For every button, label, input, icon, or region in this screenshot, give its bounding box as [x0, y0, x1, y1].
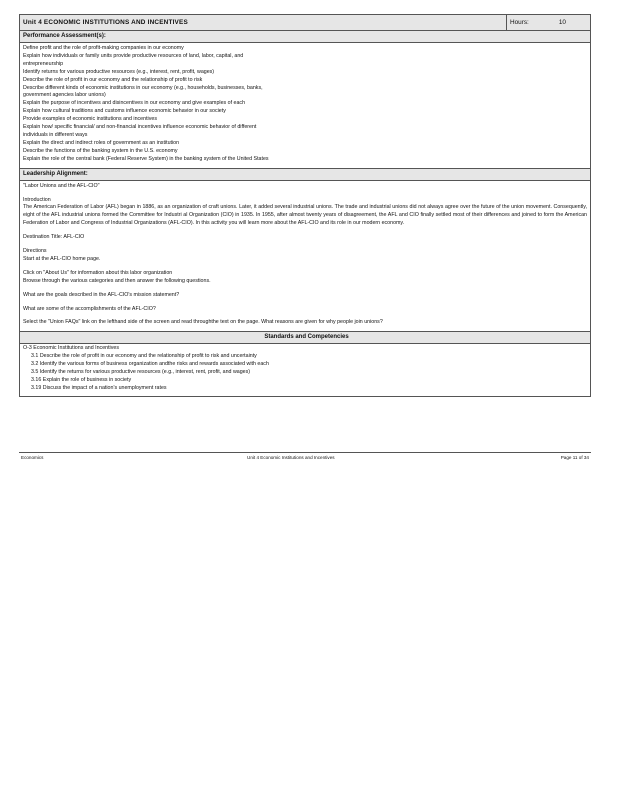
unit-header-row	[20, 15, 590, 31]
document-page	[19, 14, 591, 397]
hours-cell	[506, 15, 590, 30]
standard-item: 3.19 Discuss the impact of a nation's unemployment rates	[31, 384, 167, 391]
performance-item: government agencies labor unions)	[23, 92, 106, 99]
performance-item: Describe different kinds of economic institutions in our economy (e.g., households, businesses, banks,	[23, 84, 263, 91]
page-footer	[19, 452, 591, 462]
performance-item: Describe the role of profit in our economy and the relationship of profit to risk	[23, 76, 203, 83]
question: Select the "Union FAQs" link on the lefthand side of the screen and read throughthe text on the page. What reasons are given for why people join unions?	[23, 319, 383, 326]
performance-assessment-heading: Performance Assessment(s):	[20, 31, 590, 43]
standards-group: O-3 Economic Institutions and Incentives	[23, 345, 119, 352]
destination-title: Destination Title: AFL-CIO	[23, 234, 85, 241]
footer-course: Economics	[21, 455, 44, 460]
standards-list	[20, 344, 590, 395]
unit-table	[19, 14, 591, 397]
directions-heading: Directions	[23, 248, 47, 255]
performance-item: entrepreneurship	[23, 60, 64, 67]
leadership-alignment-heading: Leadership Alignment:	[20, 168, 590, 181]
performance-item: Describe the functions of the banking system in the U.S. economy	[23, 147, 178, 154]
question: What are the goals described in the AFL-CIO's mission statement?	[23, 291, 180, 298]
standard-item: 3.1 Describe the role of profit in our economy and the relationship of profit to risk and uncertainty	[31, 353, 257, 360]
standards-competencies-heading: Standards and Competencies	[20, 331, 590, 344]
hours-label: Hours:	[510, 19, 529, 26]
direction-step: Click on "About Us" for information about this labor organization	[23, 269, 173, 276]
footer-page-number: Page 11 of 34	[560, 455, 589, 460]
performance-item: Explain how cultural traditions and customs influence economic behavior in our society	[23, 108, 226, 115]
direction-step: Browse through the various categories and then answer the following questions.	[23, 277, 211, 284]
performance-item: Explain how/ specific financial/ and non-financial incentives influence economic behavior of different	[23, 124, 257, 131]
standard-item: 3.16 Explain the role of business in society	[31, 377, 132, 383]
unit-title: Unit 4 ECONOMIC INSTITUTIONS AND INCENTIVES	[23, 19, 188, 26]
performance-item: Define profit and the role of profit-making companies in our economy	[23, 45, 184, 51]
introduction-paragraph: The American Federation of Labor (AFL) began in 1886, as an organization of craft unions. Later, it added several industrial unions. The trade and industrial unions did not always agree over the future of the union movement. Consequently, eight of the AFL industrial unions formed the Committee for Industri al Organization (CIO) in 1935. In 1955, after almost twenty years of disagreement, the AFL and CIO finally settled most of their differences and joined to form the American Federation of Labor and Congress of Industrial Organizations (AFL-CIO). In this activity you will learn more about the AFL-CIO and its role in our modern economy.	[23, 204, 587, 227]
activity-title: "Labor Unions and the AFL-CIO"	[23, 182, 100, 189]
performance-item: Explain how individuals or family units provide productive resources of land, labor, capital, and	[23, 52, 244, 59]
performance-item: Explain the purpose of incentives and disincentives in our economy and give examples of each	[23, 100, 246, 107]
standard-item: 3.5 Identify the returns for various productive resources (e.g., interest, rent, profit, and wages)	[31, 369, 251, 376]
introduction-heading: Introduction	[23, 196, 51, 203]
performance-item: Identify returns for various productive resources (e.g., interest, rent, profit, wages)	[23, 68, 215, 75]
standard-item: 3.2 Identify the various forms of business organization andthe risks and rewards associated with each	[31, 361, 269, 368]
hours-value: 10	[558, 19, 566, 26]
performance-list	[20, 43, 590, 168]
question: What are some of the accomplishments of the AFL-CIO?	[23, 305, 156, 312]
performance-item: Provide examples of economic institutions and incentives	[23, 116, 157, 123]
performance-item: individuals in different ways	[23, 131, 88, 138]
leadership-content	[20, 181, 590, 332]
performance-item: Explain the role of the central bank (Federal Reserve System) in the banking system of the United States	[23, 155, 269, 162]
direction-step: Start at the AFL-CIO home page.	[23, 255, 101, 262]
footer-unit: Unit 4 Economic Institutions and Incentives	[247, 455, 335, 460]
performance-item: Explain the direct and indirect roles of government as an institution	[23, 139, 180, 146]
